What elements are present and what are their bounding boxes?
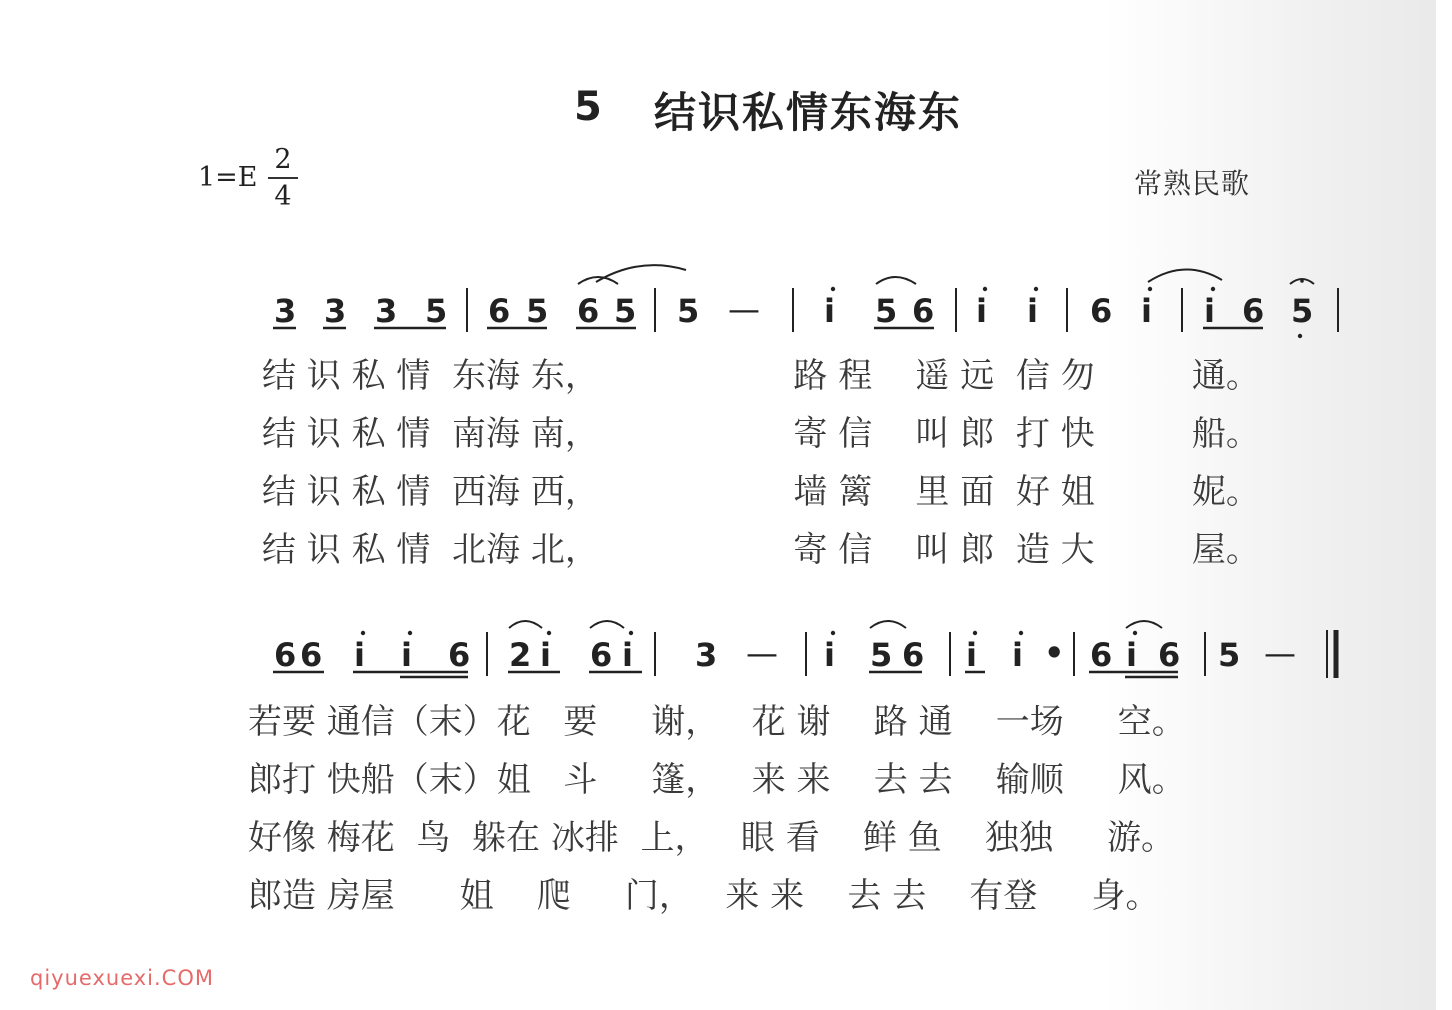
note: 6	[1242, 292, 1265, 330]
note: 6	[590, 636, 613, 674]
dash-note: —	[746, 634, 778, 672]
note: i	[622, 636, 633, 674]
song-title: 结识私情东海东	[654, 88, 963, 137]
lyric-line: 结 识 私 情 南海 南， 寄 信 叫 郎 打 快 船。	[262, 414, 1260, 454]
time-signature-top: 2	[274, 144, 292, 175]
lyric-line: 结 识 私 情 东海 东， 路 程 遥 远 信 勿 通。	[262, 356, 1260, 396]
note: i	[976, 292, 987, 330]
note: 5	[614, 292, 637, 330]
slur-arc	[590, 621, 624, 628]
note: 3	[695, 636, 718, 674]
tie-arc	[1148, 269, 1222, 282]
note: 6	[912, 292, 935, 330]
note: 6	[488, 292, 511, 330]
song-number: 5	[574, 84, 602, 130]
octave-dot	[1133, 631, 1137, 635]
note: 5	[870, 636, 893, 674]
note: 6	[300, 636, 323, 674]
note: 6	[1158, 636, 1181, 674]
note: 6	[274, 636, 297, 674]
note: 3	[274, 292, 297, 330]
note: 6	[577, 292, 600, 330]
note: i	[1126, 636, 1137, 674]
slur-arc	[870, 621, 906, 628]
note: 5	[875, 292, 898, 330]
octave-dot	[831, 631, 835, 635]
slur-arc	[1126, 621, 1162, 628]
time-signature-bottom: 4	[274, 181, 292, 212]
lyric-line: 郎造 房屋 姐 爬 门， 来 来 去 去 有登 身。	[248, 876, 1160, 916]
note: i	[824, 292, 835, 330]
note: i	[401, 636, 412, 674]
lyric-line: 郎打 快船（末）姐 斗 篷， 来 来 去 去 输顺 风。	[248, 760, 1186, 800]
note: 6	[1090, 292, 1113, 330]
site-watermark: qiyuexuexi.COM	[30, 966, 214, 990]
note: i	[1012, 636, 1023, 674]
key-signature: 1=E	[198, 162, 258, 193]
slur-arc	[876, 277, 916, 284]
octave-dot	[408, 631, 412, 635]
octave-dot	[1019, 631, 1023, 635]
lyric-line: 结 识 私 情 西海 西， 墙 篱 里 面 好 姐 妮。	[262, 472, 1260, 512]
note: 5	[425, 292, 448, 330]
note: 3	[375, 292, 398, 330]
lyric-line: 结 识 私 情 北海 北， 寄 信 叫 郎 造 大 屋。	[262, 530, 1260, 570]
note: i	[540, 636, 551, 674]
note: i	[1204, 292, 1215, 330]
note: i	[354, 636, 365, 674]
note: 5	[677, 292, 700, 330]
note: 6	[1090, 636, 1113, 674]
octave-dot	[547, 631, 551, 635]
dash-note: —	[1264, 634, 1296, 672]
note: 5	[1291, 292, 1314, 330]
octave-dot	[1034, 287, 1038, 291]
octave-dot	[629, 631, 633, 635]
note: 2	[509, 636, 532, 674]
slur-arc	[509, 621, 542, 628]
octave-dot	[973, 631, 977, 635]
note: i	[824, 636, 835, 674]
note: 5	[526, 292, 549, 330]
note: i	[1141, 292, 1152, 330]
lyric-line: 若要 通信（末）花 要 谢， 花 谢 路 通 一场 空。	[248, 702, 1186, 742]
fermata-dot	[1300, 279, 1304, 283]
octave-dot	[1148, 287, 1152, 291]
note: i	[966, 636, 977, 674]
octave-dot	[361, 631, 365, 635]
dash-note: —	[728, 290, 760, 328]
lyric-line: 好像 梅花 鸟 躲在 冰排 上， 眼 看 鲜 鱼 独独 游。	[248, 818, 1175, 858]
note: 5	[1218, 636, 1241, 674]
note: 6	[448, 636, 471, 674]
note: 3	[324, 292, 347, 330]
note: i	[1027, 292, 1038, 330]
octave-dot	[1211, 287, 1215, 291]
dot-note: •	[1044, 634, 1065, 672]
octave-dot	[831, 287, 835, 291]
octave-dot-below	[1298, 334, 1302, 338]
composer-label: 常熟民歌	[1134, 167, 1251, 200]
octave-dot	[983, 287, 987, 291]
note: 6	[902, 636, 925, 674]
system2-notes	[274, 634, 1296, 674]
